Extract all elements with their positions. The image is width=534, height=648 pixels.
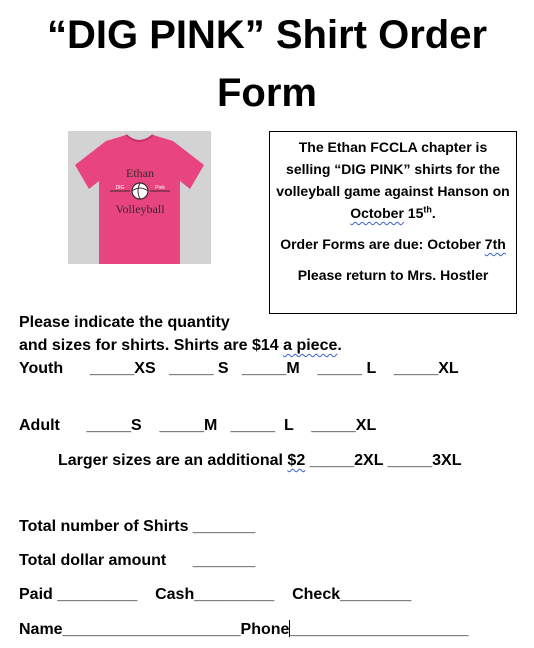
total-dollar-field[interactable]: Total dollar amount _______ <box>19 552 256 569</box>
shirt-image <box>68 131 211 264</box>
shirt-text-top: Ethan <box>126 166 154 180</box>
page-title: “DIG PINK” Shirt Order Form <box>46 13 488 115</box>
youth-sizes-row[interactable]: Youth _____XS _____ S _____M _____ L _____XL <box>19 360 459 377</box>
info-announcement: The Ethan FCCLA chapter is selling “DIG PINK” shirts for the volleyball game against Hanson on October 15th. <box>276 139 510 221</box>
shirt-text-pink: Pink <box>155 185 165 191</box>
instructions-line-1: Please indicate the quantity <box>19 314 230 331</box>
info-box <box>269 131 517 314</box>
instructions-line-2: and sizes for shirts. Shirts are $14 a piece. <box>19 337 342 354</box>
name-phone-row[interactable]: Name____________________Phone____________________ <box>19 621 469 638</box>
payment-row[interactable]: Paid _________ Cash_________ Check________ <box>19 586 412 603</box>
total-shirts-field[interactable]: Total number of Shirts _______ <box>19 518 256 535</box>
info-due-date: Order Forms are due: October 7th <box>280 236 506 252</box>
info-return-to: Please return to Mrs. Hostler <box>297 267 489 283</box>
adult-sizes-row[interactable]: Adult _____S _____M _____ L _____XL <box>19 417 377 434</box>
shirt-text-bottom: Volleyball <box>115 202 165 216</box>
larger-sizes-row[interactable]: Larger sizes are an additional $2 _____2XL _____3XL <box>58 452 462 469</box>
shirt-text-dig: DIG <box>115 185 125 191</box>
tshirt-graphic <box>68 131 211 264</box>
